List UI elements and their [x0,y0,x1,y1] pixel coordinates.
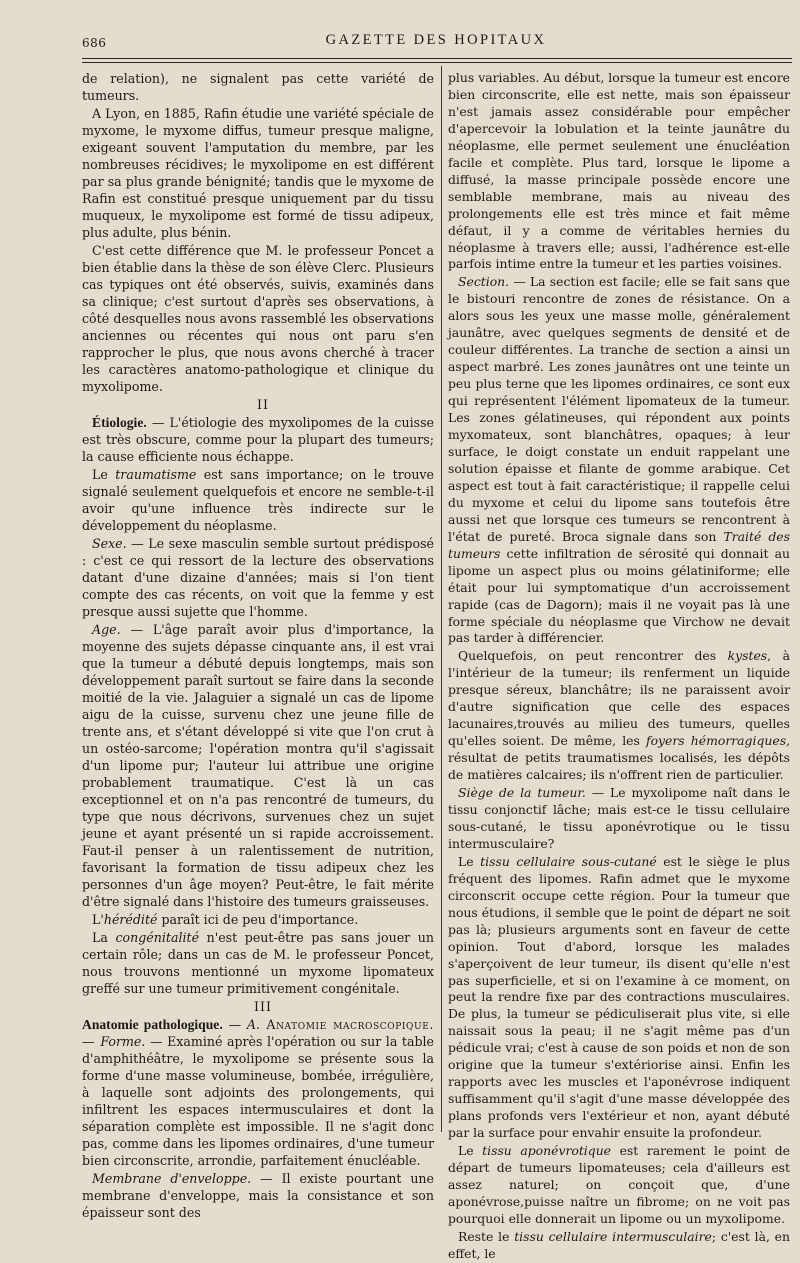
paragraph-anatomie: Anatomie pathologique. — A. Anatomie macroscopique. — Forme. — Examiné après l'opération ou sur la table d'amphithéâtre, le myxolipome se présente sous la forme d'une masse volumineuse, bombée, irrégulière, à laquelle sont adjoints des prolongements, qui infiltrent les espaces intermusculaires et dont la séparation complète est impossible. Il ne s'agit donc pas, comme dans les lipomes ordinaires, d'une tumeur bien circonscrite, arrondie, parfaitement énucléable. [82,1017,434,1168]
paragraph-congenitalite: La congénitalité n'est peut-être pas sans jouer un certain rôle; dans un cas de M. le professeur Poncet, nous trouvons mentionné un myxome lipomateux greffé sur une tumeur primitivement congénitale. [82,930,435,996]
subheading-sexe: Sexe. [92,536,127,551]
paragraph-section: Section. — La section est facile; elle se fait sans que le bistouri rencontre de zones de résistance. On a alors sous les yeux une masse molle, généralement jaunâtre, avec quelques segments de densité et de couleur différentes. La tranche de section a ainsi un aspect marbré. Les zones jaunâtres ont une teinte un peu plus terne que les lipomes ordinaires, ce sont eux qui représentent l'élément lipomateux de la tumeur. Les zones gélatineuses, qui répondent aux points myxomateux, sont blanchâtres, opaques; à leur surface, le doigt constate un enduit rappelant une solution épaisse et filante de gomme arabique. Cet aspect est tout à fait caractéristique; il rappelle celui du myxome et celui du lipome sans toutefois être aussi net que lorsque ces tumeurs se rencontrent à l'état de pureté. Broca signale dans son Traité des tumeurs cette infiltration de sérosité qui donnait au lipome un aspect plus ou moins gélatiniforme; elle était pour lui symptomatique d'un accroissement rapide (cas de Dagorn); mais il ne voyait pas là une forme spéciale du néoplasme que Virchow ne devait pas tarder à différencier. [448,274,790,646]
page-number: 686 [82,36,107,50]
subheading-siege: Siège de la tumeur. [458,785,586,801]
paragraph-age: Age. — L'âge paraît avoir plus d'importance, la moyenne des sujets dépasse cinquante ans, il est vrai que la tumeur a débuté depuis longtemps, mais son développement paraît surtout se faire dans la seconde moitié de la vie. Jalaguier a signalé un cas de lipome aigu de la cuisse, survenu chez une jeune fille de trente ans, et s'étant développé si vite que l'on crut à un ostéo-sarcome; l'opération montra qu'il s'agissait d'un lipome pur; l'auteur lui attribue une origine probablement traumatique. C'est là un cas exceptionnel et on n'a pas rencontré de tumeurs, du type que nous décrivons, survenues chez un sujet jeune et ayant présenté un si rapide accroissement. Faut-il penser à un ralentissement de nutrition, favorisant la formation de tissu adipeux chez les personnes d'un âge moyen? Peut-être, le fait mérite d'être signalé dans l'histoire des tumeurs graisseuses. [82,622,434,909]
header-rule-top [82,58,792,59]
journal-title: GAZETTE DES HOPITAUX [325,32,547,48]
term-congenitalite: congénitalité [115,930,200,945]
term-tissu-aponevrotique: tissu aponévrotique [482,1143,612,1159]
page-header [82,32,790,56]
paragraph-rafin: A Lyon, en 1885, Rafin étudie une variété spéciale de myxome, le myxome diffus, tumeur presque maligne, exigeant souvent l'amputation du membre, par les nombreuses récidives; le myxolipome en est différent par sa plus grande bénignité; tandis que le myxome de Rafin est constitué presque uniquement par du tissu muqueux, le myxolipome est formé de tissu adipeux, plus adulte, plus bénin. [82,106,434,240]
term-tissu-intermusculaire: tissu cellulaire intermusculaire [514,1228,712,1244]
paragraph-intermusculaire: Reste le tissu cellulaire intermusculaire; c'est là, en effet, le [448,1228,790,1261]
paragraph-siege: Siège de la tumeur. — Le myxolipome naît dans le tissu conjonctif lâche; mais est-ce le tissu cellulaire sous-cutané, le tissu aponévrotique ou le tissu intermusculaire? [448,785,790,851]
paragraph-heredite: L'hérédité paraît ici de peu d'importance. [92,912,359,927]
heading-anatomie-pathologique: Anatomie pathologique. [82,1017,223,1032]
paragraph-membrane-continued: plus variables. Au début, lorsque la tumeur est encore bien circonscrite, elle est nette, mais son épaisseur n'est jamais assez considérable pour empêcher d'apercevoir la lobulation et la teinte jaunâtre du néoplasme, elle permet seulement une énucléation facile et complète. Plus tard, lorsque le lipome a diffusé, la masse principale possède encore une semblable membrane, mais au niveau des prolongements elle est très mince et fait même défaut, il y a comme de véritables hernies du néoplasme à travers elle; aussi, l'adhérence est-elle parfois intime entre la tumeur et les parties voisines. [448,70,790,272]
paragraph-sexe: Sexe. — Le sexe masculin semble surtout prédisposé : c'est ce qui ressort de la lecture des observations datant d'une dizaine d'années; mais si l'on tient compte des cas récents, on voit que la femme y est presque aussi sujette que l'homme. [82,536,434,619]
paragraph-continuation: de relation), ne signalent pas cette variété de tumeurs. [82,71,434,103]
header-rule-bottom [82,62,792,63]
subheading-anatomie-macroscopique: Anatomie macroscopique. — [82,1017,434,1049]
subheading-membrane: Membrane d'enveloppe. [92,1171,252,1186]
term-traumatisme: traumatisme [115,467,197,482]
heading-etiologie: Étiologie. [92,415,147,430]
left-column [82,70,435,1220]
subheading-age: Age. [92,622,121,637]
subheading-section: Section. [458,274,510,290]
paragraph-membrane: Membrane d'enveloppe. — Il existe pourtant une membrane d'enveloppe, mais la consistance et son épaisseur sont des [82,1171,434,1220]
paragraph-sous-cutane: Le tissu cellulaire sous-cutané est le siège le plus fréquent des lipomes. Rafin admet que le myxome circonscrit occupe cette région. Pour la tumeur que nous étudions, il semble que le point de départ ne soit pas là; plusieurs arguments sont en faveur de cette opinion. Tout d'abord, lorsque les malades s'aperçoivent de leur tumeur, ils disent qu'elle n'est pas superficielle, et si on l'examine à ce moment, on peut la rendre fixe par des contractions musculaires. De plus, la tumeur se pédiculiserait plus vite, si elle naissait sous la peau; il ne s'agit même pas d'un pédicule vrai; c'est à cause de son poids et non de son origine que la tumeur s'extériorise ainsi. Enfin les rapports avec les muscles et l'aponévrose indiquent suffisamment qu'il s'agit d'une masse développée des plans profonds vers l'extérieur et non, ayant débuté par la surface pour envahir ensuite la profondeur. [448,853,790,1141]
paragraph-aponevrotique: Le tissu aponévrotique est rarement le point de départ de tumeurs lipomateuses; cela d'ailleurs est assez naturel; on conçoit que, d'une aponévrose,puisse naître un fibrome; on ne voit pas pourquoi elle donnerait un lipome ou un myxolipome. [448,1143,790,1226]
right-column [448,70,791,1261]
paragraph-etiologie: Étiologie. — L'étiologie des myxolipomes de la cuisse est très obscure, comme pour la plupart des tumeurs; la cause efficiente nous échappe. [82,415,434,464]
term-foyers-hemorragiques: foyers hémorragiques [646,733,787,749]
book-title-traite: Traité des tumeurs [448,528,790,561]
subheading-forme: Forme. [100,1034,146,1049]
term-heredite: hérédité [103,912,158,927]
section-number-iii: III [254,999,272,1014]
paragraph-poncet: C'est cette différence que M. le professeur Poncet a bien établie dans la thèse de son élève Clerc. Plusieurs cas typiques ont été observés, suivis, examinés dans sa clinique; c'est surtout d'après ses observations, à côté desquelles nous avons rassemblé les observations anciennes ou récentes qui nous ont paru s'en rapprocher le plus, que nous avons cherché à tracer les caractères anatomo-pathologique et clinique du myxolipome. [82,243,435,394]
section-number-ii: II [257,397,269,412]
paragraph-kystes: Quelquefois, on peut rencontrer des kystes, à l'intérieur de la tumeur; ils renferment un liquide presque séreux, blanchâtre; ils ne paraissent avoir d'autre signification que celle des espaces lacunaires,trouvés au milieu des tumeurs, quelles qu'elles soient. De même, les foyers hémorragiques, résultat de petits traumatismes localisés, les dépôts de matières calcaires; ils n'offrent rien de particulier. [448,648,791,783]
column-divider [441,66,442,1132]
term-tissu-sous-cutane: tissu cellulaire sous-cutané [480,853,657,869]
term-kystes: kystes [727,648,768,664]
paragraph-traumatisme: Le traumatisme est sans importance; on le trouve signalé seulement quelquefois et encore ne semble-t-il avoir qu'une influence très indirecte sur le développement du néoplasme. [82,467,434,533]
